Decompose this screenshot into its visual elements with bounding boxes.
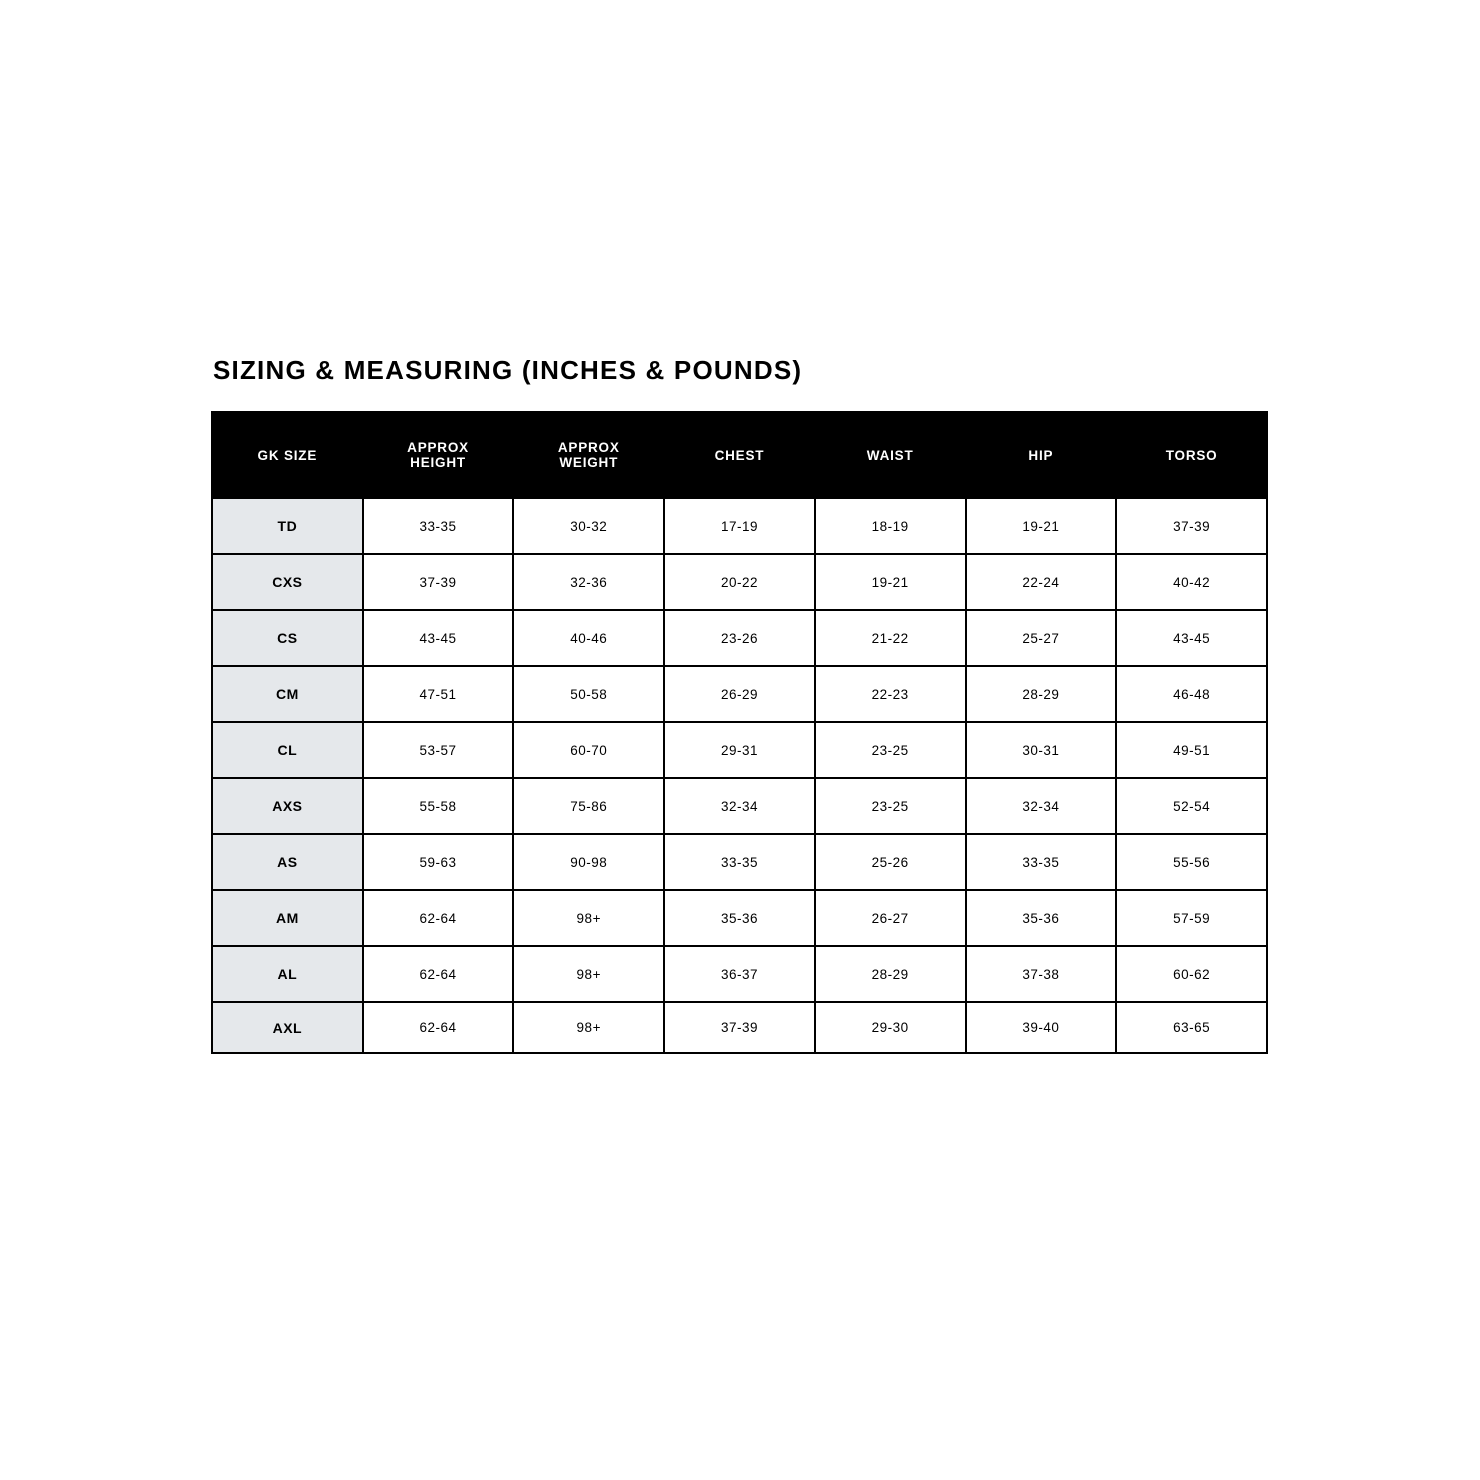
column-header-label: HEIGHT bbox=[410, 455, 466, 470]
measurement-cell-chest: 29-31 bbox=[664, 722, 815, 778]
measurement-cell-torso: 60-62 bbox=[1116, 946, 1267, 1002]
measurement-cell-waist: 25-26 bbox=[815, 834, 966, 890]
size-label-cell: CS bbox=[212, 610, 363, 666]
column-header-label: APPROX bbox=[557, 440, 620, 455]
table-row bbox=[212, 554, 1267, 610]
measurement-cell-chest: 37-39 bbox=[664, 1002, 815, 1053]
measurement-cell-waist: 29-30 bbox=[815, 1002, 966, 1053]
measurement-cell-approx-height: 59-63 bbox=[363, 834, 514, 890]
measurement-cell-approx-height: 33-35 bbox=[363, 498, 514, 554]
measurement-cell-torso: 55-56 bbox=[1116, 834, 1267, 890]
measurement-cell-hip: 22-24 bbox=[966, 554, 1117, 610]
table-header-row bbox=[212, 412, 1267, 498]
measurement-cell-chest: 33-35 bbox=[664, 834, 815, 890]
measurement-cell-approx-weight: 98+ bbox=[513, 1002, 664, 1053]
measurement-cell-approx-weight: 75-86 bbox=[513, 778, 664, 834]
measurement-cell-approx-weight: 60-70 bbox=[513, 722, 664, 778]
table-row bbox=[212, 1002, 1267, 1053]
measurement-cell-hip: 30-31 bbox=[966, 722, 1117, 778]
column-header-label: HIP bbox=[1028, 447, 1054, 463]
measurement-cell-torso: 37-39 bbox=[1116, 498, 1267, 554]
measurement-cell-waist: 21-22 bbox=[815, 610, 966, 666]
measurement-cell-approx-weight: 30-32 bbox=[513, 498, 664, 554]
measurement-cell-hip: 19-21 bbox=[966, 498, 1117, 554]
table-row bbox=[212, 666, 1267, 722]
size-chart-table bbox=[211, 411, 1268, 1054]
table-row bbox=[212, 778, 1267, 834]
table-row bbox=[212, 498, 1267, 554]
size-label-cell: CL bbox=[212, 722, 363, 778]
measurement-cell-chest: 32-34 bbox=[664, 778, 815, 834]
column-header-hip bbox=[966, 412, 1117, 498]
measurement-cell-approx-height: 53-57 bbox=[363, 722, 514, 778]
size-label-cell: AL bbox=[212, 946, 363, 1002]
measurement-cell-approx-weight: 98+ bbox=[513, 946, 664, 1002]
measurement-cell-approx-height: 37-39 bbox=[363, 554, 514, 610]
measurement-cell-chest: 26-29 bbox=[664, 666, 815, 722]
table-row bbox=[212, 890, 1267, 946]
measurement-cell-approx-height: 62-64 bbox=[363, 890, 514, 946]
size-label-cell: TD bbox=[212, 498, 363, 554]
size-label-cell: CM bbox=[212, 666, 363, 722]
measurement-cell-approx-weight: 32-36 bbox=[513, 554, 664, 610]
measurement-cell-hip: 25-27 bbox=[966, 610, 1117, 666]
measurement-cell-hip: 39-40 bbox=[966, 1002, 1117, 1053]
size-label-cell: AM bbox=[212, 890, 363, 946]
measurement-cell-torso: 57-59 bbox=[1116, 890, 1267, 946]
measurement-cell-approx-height: 47-51 bbox=[363, 666, 514, 722]
column-header-label: GK SIZE bbox=[257, 447, 318, 463]
measurement-cell-torso: 40-42 bbox=[1116, 554, 1267, 610]
measurement-cell-torso: 63-65 bbox=[1116, 1002, 1267, 1053]
column-header-label: TORSO bbox=[1165, 447, 1218, 463]
measurement-cell-waist: 23-25 bbox=[815, 778, 966, 834]
measurement-cell-hip: 32-34 bbox=[966, 778, 1117, 834]
size-label-cell: AXS bbox=[212, 778, 363, 834]
table-body bbox=[212, 498, 1267, 1053]
measurement-cell-hip: 35-36 bbox=[966, 890, 1117, 946]
column-header-chest bbox=[664, 412, 815, 498]
column-header-label: WEIGHT bbox=[559, 455, 619, 470]
measurement-cell-hip: 33-35 bbox=[966, 834, 1117, 890]
column-header-label: WAIST bbox=[866, 447, 914, 463]
column-header-label: APPROX bbox=[407, 440, 469, 455]
column-header-waist bbox=[815, 412, 966, 498]
measurement-cell-waist: 22-23 bbox=[815, 666, 966, 722]
measurement-cell-chest: 23-26 bbox=[664, 610, 815, 666]
measurement-cell-chest: 36-37 bbox=[664, 946, 815, 1002]
column-header-approx-height bbox=[363, 412, 514, 498]
measurement-cell-approx-weight: 98+ bbox=[513, 890, 664, 946]
column-header-torso bbox=[1116, 412, 1267, 498]
table-row bbox=[212, 834, 1267, 890]
measurement-cell-torso: 52-54 bbox=[1116, 778, 1267, 834]
measurement-cell-torso: 49-51 bbox=[1116, 722, 1267, 778]
measurement-cell-approx-height: 43-45 bbox=[363, 610, 514, 666]
column-header-label: CHEST bbox=[714, 447, 765, 463]
table-row bbox=[212, 946, 1267, 1002]
measurement-cell-hip: 28-29 bbox=[966, 666, 1117, 722]
size-label-cell: AXL bbox=[212, 1002, 363, 1053]
table-row bbox=[212, 722, 1267, 778]
measurement-cell-chest: 35-36 bbox=[664, 890, 815, 946]
measurement-cell-waist: 23-25 bbox=[815, 722, 966, 778]
measurement-cell-torso: 43-45 bbox=[1116, 610, 1267, 666]
measurement-cell-approx-weight: 90-98 bbox=[513, 834, 664, 890]
measurement-cell-approx-weight: 50-58 bbox=[513, 666, 664, 722]
measurement-cell-waist: 18-19 bbox=[815, 498, 966, 554]
column-header-gk-size bbox=[212, 412, 363, 498]
measurement-cell-approx-height: 62-64 bbox=[363, 946, 514, 1002]
measurement-cell-approx-height: 62-64 bbox=[363, 1002, 514, 1053]
measurement-cell-chest: 20-22 bbox=[664, 554, 815, 610]
measurement-cell-waist: 28-29 bbox=[815, 946, 966, 1002]
measurement-cell-approx-height: 55-58 bbox=[363, 778, 514, 834]
measurement-cell-waist: 19-21 bbox=[815, 554, 966, 610]
size-label-cell: CXS bbox=[212, 554, 363, 610]
column-header-approx-weight bbox=[513, 412, 664, 498]
measurement-cell-chest: 17-19 bbox=[664, 498, 815, 554]
measurement-cell-hip: 37-38 bbox=[966, 946, 1117, 1002]
measurement-cell-torso: 46-48 bbox=[1116, 666, 1267, 722]
page-title: SIZING & MEASURING (INCHES & POUNDS) bbox=[213, 355, 803, 385]
size-label-cell: AS bbox=[212, 834, 363, 890]
table-row bbox=[212, 610, 1267, 666]
measurement-cell-waist: 26-27 bbox=[815, 890, 966, 946]
measurement-cell-approx-weight: 40-46 bbox=[513, 610, 664, 666]
